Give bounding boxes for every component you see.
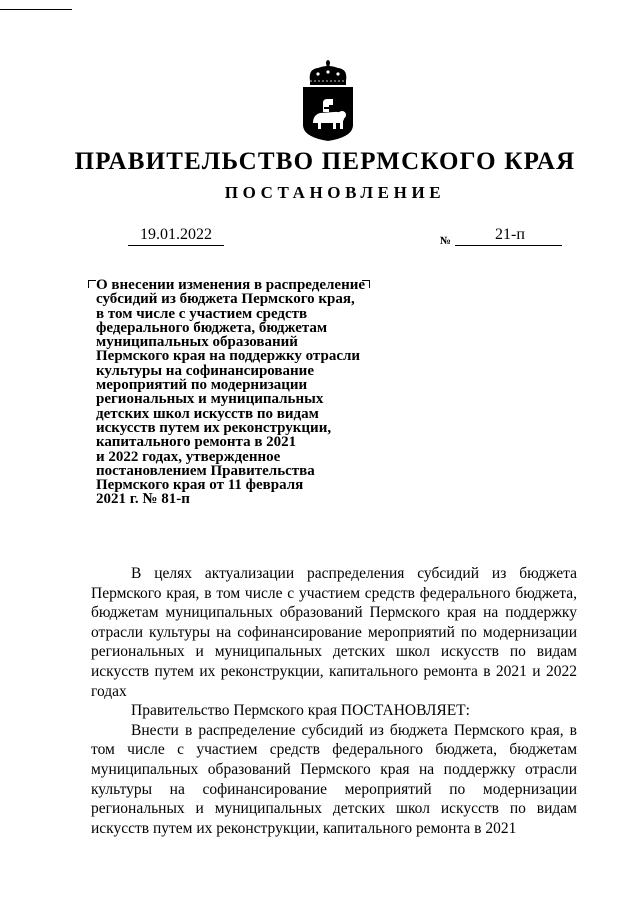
- number-underline: [455, 245, 562, 246]
- heading-line: культуры на софинансирование: [96, 362, 314, 379]
- crown-icon: [310, 60, 347, 85]
- heading-line: детских школ искусств по видам: [96, 405, 319, 422]
- heading-line: в том числе с участием средств: [96, 305, 308, 322]
- heading-line: мероприятий по модернизации: [96, 377, 308, 394]
- heading-line: Пермского края от 11 февраля: [96, 477, 304, 494]
- heading-line: искусств путем их реконструкции,: [96, 419, 332, 436]
- document-number: 21-п: [495, 226, 525, 243]
- heading-bracket-left: [88, 280, 96, 288]
- document-date: 19.01.2022: [140, 226, 212, 243]
- heading-line: субсидий из бюджета Пермского края,: [96, 291, 355, 308]
- heading-line: федерального бюджета, бюджетам: [96, 319, 328, 336]
- shield-icon: [303, 87, 353, 141]
- coat-of-arms-emblem: [301, 59, 355, 143]
- date-underline: [128, 245, 224, 246]
- heading-line: и 2022 годах, утвержденное: [96, 448, 281, 465]
- body-paragraph-purpose: В целях актуализации распределения субсидий из бюджета Пермского края, в том числе с участием средств федерального бюджета, бюджетам муниципальных образований Пермского края на поддержку отрасли культуры на софинансирование мероприятий по модернизации региональных и муниципальных детских школ искусств по видам искусств путем их реконструкции, капитального ремонта в 2021 и 2022 годах: [91, 565, 577, 700]
- heading-line: региональных и муниципальных: [96, 391, 324, 408]
- body-paragraph-resolves: Правительство Пермского края ПОСТАНОВЛЯЕТ:: [131, 702, 470, 720]
- document-type: ПОСТАНОВЛЕНИЕ: [224, 183, 446, 202]
- heading-line: 2021 г. № 81-п: [96, 491, 190, 508]
- document-body: [91, 564, 577, 838]
- top-edge-line: [0, 9, 72, 10]
- body-paragraph-amendment: Внести в распределение субсидий из бюджета Пермского края, в том числе с участием средств федерального бюджета, бюджетам муниципальных образований Пермского края на поддержку отрасли культуры на софинансирование мероприятий по модернизации региональных и муниципальных детских школ искусств по видам искусств путем их реконструкции, капитального ремонта в 2021: [91, 721, 577, 837]
- heading-line: Пермского края на поддержку отрасли: [96, 348, 361, 365]
- number-sign: №: [440, 235, 452, 247]
- heading-line: постановлением Правительства: [96, 462, 315, 479]
- government-title: ПРАВИТЕЛЬСТВО ПЕРМСКОГО КРАЯ: [74, 148, 576, 175]
- heading-line: муниципальных образований: [96, 334, 298, 351]
- document-heading: [96, 278, 371, 507]
- heading-line: капитального ремонта в 2021: [96, 434, 297, 451]
- heading-line: О внесении изменения в распределение: [96, 277, 366, 293]
